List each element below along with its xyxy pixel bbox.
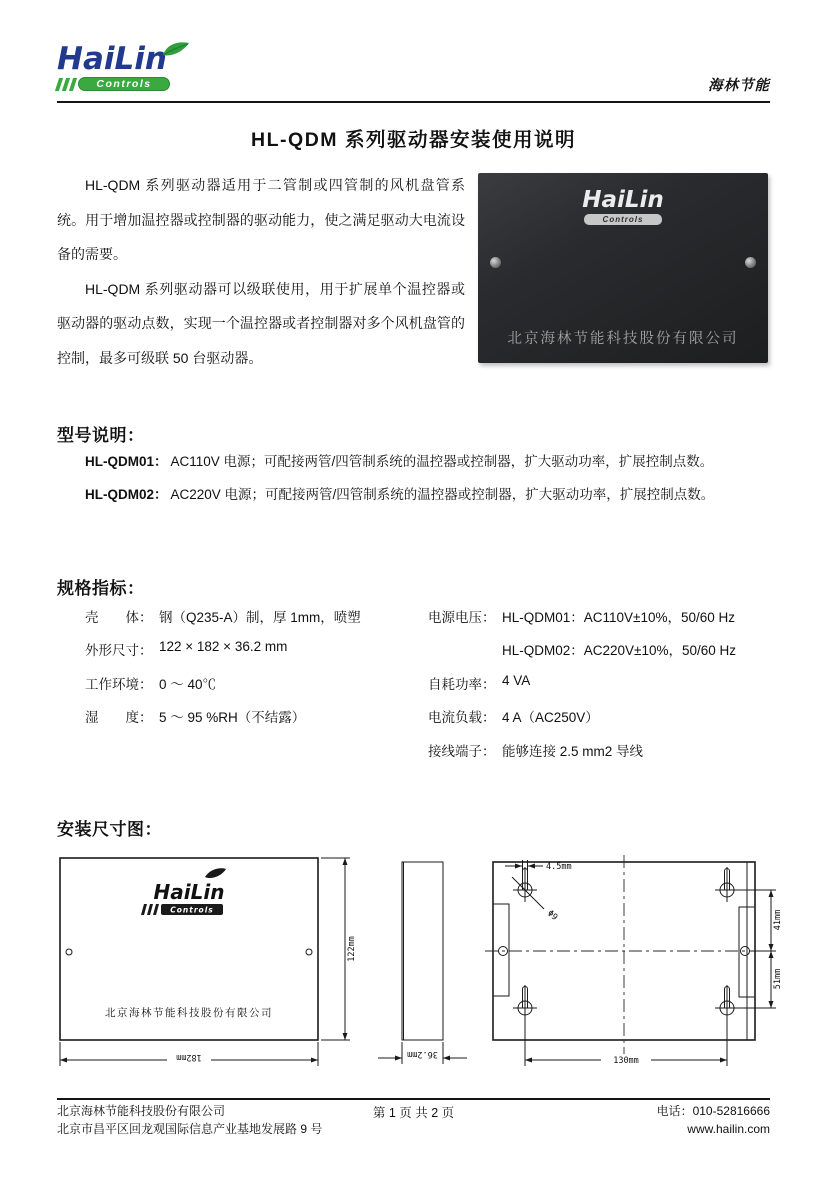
slot-width-dim-label: 4.5mm: [546, 862, 572, 872]
spec-row: [85, 673, 430, 706]
specs-heading: 规格指标：: [57, 579, 145, 598]
front-view: [60, 858, 357, 1066]
dimension-drawing-svg: [45, 850, 785, 1090]
diagrams-heading: 安装尺寸图：: [57, 820, 162, 839]
specs-right-column: [428, 606, 788, 773]
photo-company-name: 北京海林节能科技股份有限公司: [507, 331, 739, 347]
side-view: [378, 862, 467, 1064]
back-view: [485, 855, 783, 1066]
model-description: AC110V 电源；可配接两管/四管制系统的温控器或控制器，扩大驱动功率，扩展控制点数。: [170, 454, 714, 469]
spec-label: 接线端子：: [428, 743, 496, 759]
front-height-dim-label: 122mm: [347, 936, 357, 962]
front-view-brand: HaiLin: [153, 880, 225, 904]
footer-phone: 电话：010-52816666: [656, 1104, 770, 1118]
footer-address: 北京市昌平区回龙观国际信息产业基地发展路 9 号: [57, 1121, 323, 1136]
models-heading: 型号说明：: [57, 426, 145, 445]
footer-divider: [57, 1098, 770, 1100]
spec-label: 电流负载：: [428, 710, 496, 726]
spec-label: 外形尺寸：: [85, 643, 153, 659]
header-divider: [57, 101, 770, 103]
screw-icon: [745, 257, 756, 268]
installation-dimension-diagram: [45, 850, 785, 1090]
leaf-icon: [161, 33, 191, 64]
keyhole-slot: [513, 867, 537, 902]
spec-value: 122 × 182 × 36.2 mm: [159, 639, 288, 655]
model-description: AC220V 电源；可配接两管/四管制系统的温控器或控制器，扩大驱动功率，扩展控制点数。: [170, 486, 715, 502]
model-name: HL-QDM01：: [85, 454, 168, 469]
spec-value: 钢（Q235-A）制，厚 1mm，喷塑: [159, 610, 361, 625]
spec-label: 电源电压：: [428, 610, 496, 625]
spec-row: [428, 673, 788, 706]
models-list: [85, 450, 785, 515]
hole-top-offset-label: 41mm: [773, 909, 783, 931]
spec-row: [428, 706, 788, 739]
intro-paragraphs: [57, 168, 465, 376]
spec-row: [85, 639, 430, 672]
model-row: [85, 450, 785, 483]
intro-paragraph-1: HL-QDM 系列驱动器适用于二管制或四管制的风机盘管系统。用于增加温控器或控制器的驱动能力，使之满足驱动大电流设备的需要。: [57, 177, 465, 263]
logo-controls-label: Controls: [78, 77, 170, 91]
intro-paragraph-2: HL-QDM 系列驱动器可以级联使用，用于扩展单个温控器或驱动器的驱动点数，实现一个温控器或者控制器对多个风机盘管的控制，最多可级联 50 台驱动器。: [57, 280, 465, 366]
spec-value: HL-QDM01：AC110V±10%，50/60 Hz: [502, 610, 736, 625]
footer-page-number: 第 1 页 共 2 页: [372, 1106, 455, 1120]
hole-diameter-label: Φ9: [545, 908, 560, 923]
model-name: HL-QDM02：: [85, 486, 168, 502]
spec-label: 自耗功率：: [428, 676, 496, 692]
hailin-logo-wordmark: [57, 41, 187, 77]
spec-row: [85, 606, 430, 639]
footer-company: 北京海林节能科技股份有限公司: [57, 1104, 226, 1118]
front-view-controls: Controls: [170, 905, 214, 915]
spec-value: 4 A（AC250V）: [502, 710, 599, 726]
spec-value: HL-QDM02：AC220V±10%，50/60 Hz: [502, 643, 737, 659]
screw-icon: [490, 257, 501, 268]
side-depth-dim-label: 36.2mm: [407, 1049, 438, 1059]
header-tagline: 海林节能: [708, 78, 770, 94]
product-photo: [478, 173, 768, 363]
spec-value: 0 ～ 40℃: [159, 676, 217, 692]
front-width-dim-label: 182mm: [176, 1052, 202, 1062]
spec-value: 4 VA: [502, 672, 531, 688]
spec-row: [428, 606, 788, 639]
spec-label: 壳 体：: [85, 610, 153, 625]
keyhole-slot: [715, 867, 739, 902]
front-view-company: 北京海林节能科技股份有限公司: [105, 1007, 273, 1019]
photo-logo: [478, 189, 768, 225]
spec-label: 工作环境：: [85, 676, 153, 692]
footer-contact-block: [657, 1103, 770, 1138]
model-row: [85, 483, 785, 516]
spec-row: [428, 740, 788, 773]
footer-website: www.hailin.com: [687, 1121, 770, 1136]
specs-left-column: [85, 606, 430, 740]
logo-stripe-icon: [69, 78, 77, 91]
photo-controls-label: Controls: [584, 214, 662, 225]
hailin-brand-text: HaiLin: [57, 41, 167, 77]
hailin-logo: [57, 41, 187, 91]
spec-label: 湿 度：: [85, 710, 153, 726]
spec-row: [85, 706, 430, 739]
spec-value: 5 ～ 95 %RH（不结露）: [159, 710, 306, 726]
hole-bottom-offset-label: 51mm: [773, 968, 783, 990]
spec-value: 能够连接 2.5 mm2 导线: [502, 743, 644, 759]
spec-row: [428, 639, 788, 672]
keyhole-slot: [513, 985, 537, 1020]
page-title: HL-QDM 系列驱动器安装使用说明: [251, 129, 576, 151]
logo-controls-bar: [57, 77, 187, 91]
hole-span-dim-label: 130mm: [613, 1056, 639, 1066]
keyhole-slot: [715, 985, 739, 1020]
photo-brand-text: HaiLin: [582, 187, 664, 213]
